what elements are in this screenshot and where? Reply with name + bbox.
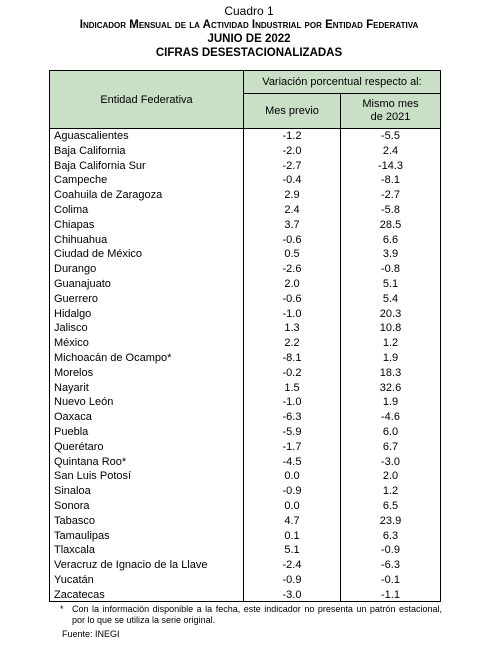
cell-mismo-mes: 5.1 — [382, 277, 399, 290]
date-title: JUNIO DE 2022 — [207, 33, 291, 45]
cell-mismo-mes: -8.1 — [381, 174, 400, 187]
cell-entidad: Nuevo León — [54, 396, 114, 409]
source-note: Fuente: INEGI — [62, 629, 120, 639]
cell-mes-previo: 1.3 — [284, 322, 300, 335]
cell-mes-previo: -2.6 — [282, 263, 302, 276]
table-row — [50, 173, 440, 188]
table-body — [50, 129, 440, 603]
table-row — [50, 247, 440, 262]
table-row — [50, 514, 440, 529]
table-row — [50, 455, 440, 470]
cell-mes-previo: -0.9 — [282, 485, 302, 498]
cell-entidad: San Luis Potosí — [54, 470, 132, 483]
table-row — [50, 218, 440, 233]
cell-entidad: Morelos — [54, 366, 94, 379]
data-table — [49, 70, 441, 602]
cell-mes-previo: -1.7 — [282, 440, 302, 453]
cell-entidad: Quintana Roo* — [54, 455, 127, 468]
cell-entidad: Sinaloa — [54, 485, 91, 498]
table-row — [50, 410, 440, 425]
table-row — [50, 543, 440, 558]
cell-mes-previo: -0.2 — [282, 366, 302, 379]
table-row — [50, 351, 440, 366]
cell-mismo-mes: 20.3 — [379, 307, 402, 320]
table-row — [50, 499, 440, 514]
cell-mismo-mes: 5.4 — [382, 292, 399, 305]
cell-mismo-mes: 1.9 — [382, 351, 399, 364]
cell-entidad: Jalisco — [54, 322, 88, 335]
table-row — [50, 307, 440, 322]
title-block — [0, 4, 498, 60]
cell-mes-previo: -1.2 — [282, 130, 302, 142]
cell-mes-previo: -0.4 — [282, 174, 302, 187]
table-row — [50, 558, 440, 573]
cell-mismo-mes: 1.9 — [382, 396, 399, 409]
table-row — [50, 233, 440, 248]
table-row — [50, 484, 440, 499]
cell-mes-previo: 2.9 — [284, 189, 300, 202]
cell-mismo-mes: 6.3 — [382, 529, 399, 542]
cell-mismo-mes: -14.3 — [377, 159, 404, 172]
cell-mes-previo: -5.9 — [282, 425, 302, 438]
cell-entidad: Guanajuato — [54, 277, 111, 290]
cell-entidad: Chiapas — [54, 218, 95, 231]
header-variacion: Variación porcentual respecto al: — [244, 71, 440, 94]
cell-mes-previo: 2.0 — [284, 277, 300, 290]
cell-mismo-mes: 10.8 — [379, 322, 402, 335]
cell-mes-previo: 0.0 — [284, 470, 300, 483]
cell-entidad: Guerrero — [54, 292, 99, 305]
cell-mismo-mes: 6.5 — [382, 499, 399, 512]
cell-entidad: México — [54, 337, 89, 350]
cell-mismo-mes: 6.0 — [382, 425, 399, 438]
table-row — [50, 366, 440, 381]
table-row — [50, 262, 440, 277]
cell-mes-previo: -0.6 — [282, 233, 302, 246]
cell-entidad: Aguascalientes — [54, 130, 129, 142]
table-row — [50, 188, 440, 203]
cell-entidad: Veracruz de Ignacio de la Llave — [54, 559, 208, 572]
cell-entidad: Tlaxcala — [54, 544, 95, 557]
main-title: Indicador Mensual de la Actividad Industrial por Entidad Federativa — [79, 19, 419, 31]
cell-mes-previo: 1.5 — [284, 381, 300, 394]
cell-entidad: Baja California Sur — [54, 159, 146, 172]
cell-mes-previo: -2.7 — [282, 159, 302, 172]
cell-mismo-mes: -1.1 — [381, 588, 400, 601]
table-header — [50, 71, 440, 129]
cuadro-label: Cuadro 1 — [224, 4, 274, 18]
table-row — [50, 321, 440, 336]
cell-mismo-mes: 1.2 — [382, 485, 399, 498]
cell-entidad: Zacatecas — [54, 588, 105, 601]
cell-mismo-mes: -5.8 — [381, 203, 400, 216]
cell-entidad: Puebla — [54, 425, 89, 438]
table-row — [50, 336, 440, 351]
cell-mes-previo: -0.9 — [282, 573, 302, 586]
cell-mismo-mes: -0.1 — [381, 573, 400, 586]
cell-entidad: Tamaulipas — [54, 529, 110, 542]
cell-mismo-mes: -0.8 — [381, 263, 400, 276]
header-entidad: Entidad Federativa — [50, 71, 244, 128]
table-row — [50, 144, 440, 159]
table-row — [50, 159, 440, 174]
cell-entidad: Durango — [54, 263, 97, 276]
cell-mes-previo: 2.4 — [284, 203, 300, 216]
cell-mes-previo: 4.7 — [284, 514, 300, 527]
cell-mes-previo: -2.0 — [282, 144, 302, 157]
cell-mismo-mes: 3.9 — [382, 248, 399, 261]
cropped-top-edge — [0, 0, 498, 2]
cell-mismo-mes: 32.6 — [379, 381, 402, 394]
cell-mes-previo: 2.2 — [284, 337, 300, 350]
cell-mes-previo: -6.3 — [282, 411, 302, 424]
header-mismo-mes-line1: Mismo mes — [362, 98, 419, 110]
cell-mes-previo: -0.6 — [282, 292, 302, 305]
cell-entidad: Chihuahua — [54, 233, 108, 246]
cell-entidad: Oaxaca — [54, 411, 92, 424]
table-row — [50, 529, 440, 544]
cell-mismo-mes: -0.9 — [381, 544, 400, 557]
cell-mismo-mes: -2.7 — [381, 189, 400, 202]
cell-entidad: Sonora — [54, 499, 90, 512]
cell-mismo-mes: 2.4 — [382, 144, 399, 157]
cell-mismo-mes: -5.5 — [381, 130, 400, 142]
table-row — [50, 440, 440, 455]
cell-mismo-mes: 18.3 — [379, 366, 402, 379]
header-mismo-mes — [341, 94, 440, 128]
cell-mismo-mes: 6.6 — [382, 233, 399, 246]
cell-mismo-mes: -3.0 — [381, 455, 400, 468]
cell-mes-previo: -3.0 — [282, 588, 302, 601]
cell-entidad: Campeche — [54, 174, 108, 187]
series-type-title: CIFRAS DESESTACIONALIZADAS — [155, 47, 343, 59]
footnote-text: Con la información disponible a la fecha, este indicador no presenta un patrón estacional, por lo que se utiliza la serie original. — [72, 604, 442, 625]
cell-entidad: Michoacán de Ocampo* — [54, 351, 172, 364]
cell-entidad: Coahuila de Zaragoza — [54, 189, 163, 202]
cell-mes-previo: 5.1 — [284, 544, 300, 557]
table-row — [50, 292, 440, 307]
cell-mismo-mes: 2.0 — [382, 470, 399, 483]
cell-mes-previo: 0.5 — [284, 248, 300, 261]
cell-mismo-mes: 28.5 — [379, 218, 402, 231]
cell-entidad: Querétaro — [54, 440, 104, 453]
table-row — [50, 573, 440, 588]
cell-mismo-mes: 1.2 — [382, 337, 399, 350]
table-row — [50, 469, 440, 484]
cell-entidad: Colima — [54, 203, 89, 216]
cell-mes-previo: 0.0 — [284, 499, 300, 512]
table-row — [50, 425, 440, 440]
table-row — [50, 277, 440, 292]
table-row — [50, 395, 440, 410]
table-row — [50, 588, 440, 603]
cell-mes-previo: -8.1 — [282, 351, 302, 364]
footnote-star: * — [60, 604, 64, 614]
table-row — [50, 129, 440, 144]
cell-mes-previo: -2.4 — [282, 559, 302, 572]
table-row — [50, 381, 440, 396]
cell-mismo-mes: -4.6 — [381, 411, 400, 424]
cell-entidad: Yucatán — [54, 573, 94, 586]
header-mes-previo: Mes previo — [244, 94, 341, 128]
table-row — [50, 203, 440, 218]
header-mismo-mes-line2: de 2021 — [370, 111, 411, 123]
cell-mismo-mes: -6.3 — [381, 559, 400, 572]
cell-mes-previo: 3.7 — [284, 218, 300, 231]
footnote — [62, 604, 442, 626]
cell-mes-previo: 0.1 — [284, 529, 300, 542]
cell-entidad: Baja California — [54, 144, 126, 157]
cell-entidad: Tabasco — [54, 514, 95, 527]
cell-entidad: Ciudad de México — [54, 248, 143, 261]
cell-entidad: Hidalgo — [54, 307, 92, 320]
cell-mes-previo: -4.5 — [282, 455, 302, 468]
cell-entidad: Nayarit — [54, 381, 89, 394]
cell-mes-previo: -1.0 — [282, 307, 302, 320]
cell-mismo-mes: 6.7 — [382, 440, 399, 453]
cell-mismo-mes: 23.9 — [379, 514, 402, 527]
cell-mes-previo: -1.0 — [282, 396, 302, 409]
